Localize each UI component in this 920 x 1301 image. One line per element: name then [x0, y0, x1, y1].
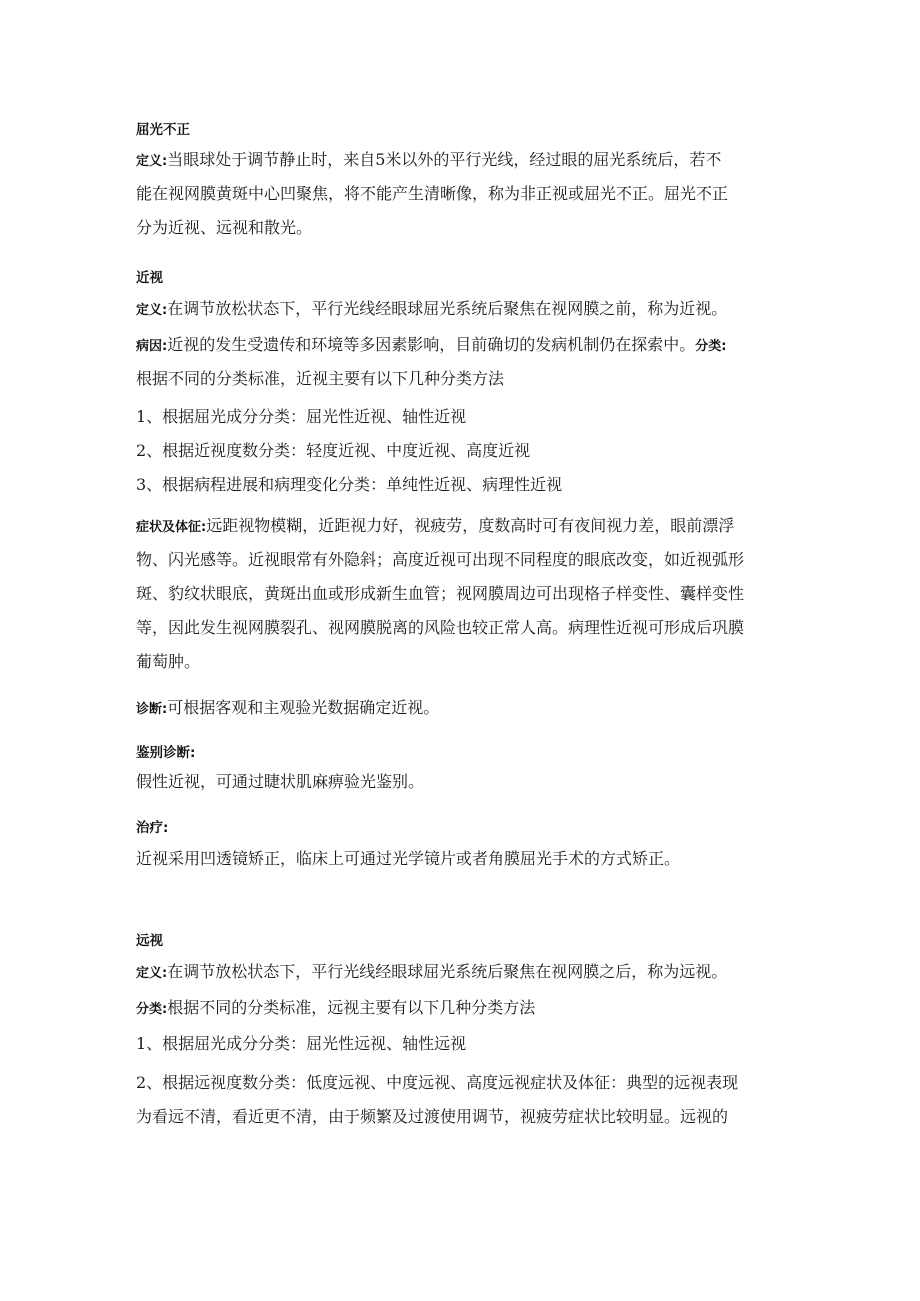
symptoms-label: 症状及体征: — [136, 520, 207, 535]
section-title-myopia: 近视 — [136, 270, 163, 286]
myopia-cause: 病因:近视的发生受遗传和环境等多因素影响，目前确切的发病机制仍在探索中。分类: 根据不同的分类标准，近视主要有以下几种分类方法 — [136, 328, 786, 396]
myopia-treatment: 近视采用凹透镜矫正，临床上可通过光学镜片或者角膜屈光手术的方式矫正。 — [136, 849, 681, 868]
classification-label: 分类: — [136, 1002, 168, 1017]
hyperopia-definition: 定义:在调节放松状态下，平行光线经眼球屈光系统后聚焦在视网膜之后，称为远视。 — [136, 962, 728, 981]
section-title-refraction: 屈光不正 — [136, 122, 190, 138]
myopia-symptoms: 症状及体征:远距视物模糊，近距视力好，视疲劳，度数高时可有夜间视力差，眼前漂浮 物、闪光感等。近视眼常有外隐斜；高度近视可出现不同程度的眼底改变，如近视弧形 斑、豹纹状眼底，黄斑出血或形成新生血管；视网膜周边可出现格子样变性、囊样变性 等，因此发生视网膜裂孔、视网膜脱离的风险也较正常人高。病理性近视可形成后巩膜 葡萄肿。 — [136, 516, 745, 671]
list-item: 1、根据屈光成分分类：屈光性近视、轴性近视 — [136, 407, 467, 426]
list-item: 3、根据病程进展和病理变化分类：单纯性近视、病理性近视 — [136, 475, 563, 494]
definition-label: 定义: — [136, 303, 168, 318]
hyperopia-item2: 2、根据远视度数分类：低度远视、中度远视、高度远视症状及体征：典型的远视表现 为看远不清，看近更不清，由于频繁及过渡使用调节，视疲劳症状比较明显。远视的 — [136, 1066, 786, 1134]
treatment-label: 治疗: — [136, 820, 169, 836]
section-title-hyperopia: 远视 — [136, 933, 163, 949]
myopia-differential: 假性近视，可通过睫状肌麻痹验光鉴别。 — [136, 772, 425, 791]
refraction-definition-line-2: 能在视网膜黄斑中心凹聚焦，将不能产生清晰像，称为非正视或屈光不正。屈光不正 — [136, 184, 729, 203]
hyperopia-classification-list — [136, 1027, 786, 1061]
definition-label: 定义: — [136, 154, 168, 169]
myopia-classification-list — [136, 400, 786, 502]
cause-label: 病因: — [136, 339, 168, 354]
myopia-definition: 定义:在调节放松状态下，平行光线经眼球屈光系统后聚焦在视网膜之前，称为近视。 — [136, 299, 728, 318]
myopia-classification-intro: 根据不同的分类标准，近视主要有以下几种分类方法 — [136, 369, 505, 388]
diagnosis-label: 诊断: — [136, 702, 168, 717]
refraction-definition-line-3: 分为近视、远视和散光。 — [136, 218, 313, 237]
hyperopia-classification: 分类:根据不同的分类标准，远视主要有以下几种分类方法 — [136, 998, 536, 1017]
list-item: 2、根据远视度数分类：低度远视、中度远视、高度远视症状及体征：典型的远视表现 — [136, 1073, 739, 1092]
myopia-diagnosis: 诊断:可根据客观和主观验光数据确定近视。 — [136, 698, 440, 717]
list-item: 2、根据近视度数分类：轻度近视、中度近视、高度近视 — [136, 441, 531, 460]
classification-label: 分类: — [695, 339, 727, 354]
refraction-definition — [136, 143, 786, 245]
refraction-definition-line-1: 定义:当眼球处于调节静止时，来自5米以外的平行光线，经过眼的屈光系统后，若不 — [136, 150, 722, 169]
differential-diagnosis-label: 鉴别诊断: — [136, 745, 196, 761]
definition-label: 定义: — [136, 966, 168, 981]
list-item: 1、根据屈光成分分类：屈光性远视、轴性远视 — [136, 1034, 467, 1053]
